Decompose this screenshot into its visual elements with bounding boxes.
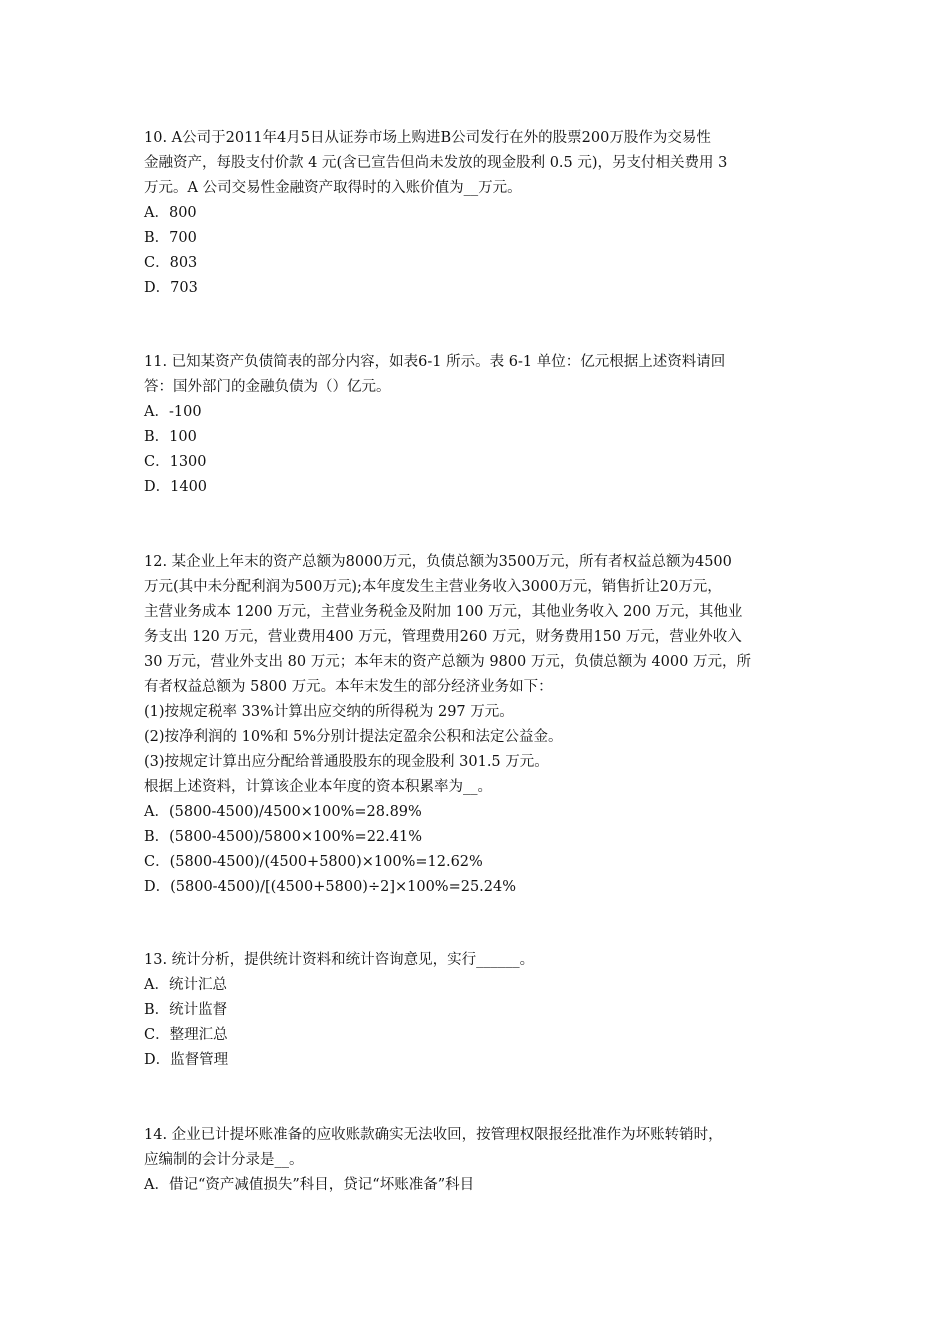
question-13 <box>144 948 812 1073</box>
option-c: C．1300 <box>144 454 207 470</box>
option-a: A．借记“资产减值损失”科目，贷记“坏账准备”科目 <box>144 1177 475 1193</box>
stem-line: 万元。A 公司交易性金融资产取得时的入账价值为__万元。 <box>144 180 522 196</box>
question-10 <box>144 126 812 301</box>
option-b: B．700 <box>144 230 197 246</box>
question-stem <box>144 948 812 973</box>
stem-line: 应编制的会计分录是__。 <box>144 1152 304 1168</box>
option-b: B．统计监督 <box>144 1002 228 1018</box>
option-d: D．监督管理 <box>144 1052 229 1068</box>
stem-line: 10. A公司于2011年4月5日从证券市场上购进B公司发行在外的股票200万股作为交易性 <box>144 130 711 146</box>
option-b: B．100 <box>144 429 197 445</box>
stem-line: 根据上述资料，计算该企业本年度的资本积累率为__。 <box>144 779 492 795</box>
stem-line: (3)按规定计算出应分配给普通股股东的现金股利 301.5 万元。 <box>144 754 549 770</box>
question-11 <box>144 350 812 500</box>
question-stem <box>144 1123 812 1173</box>
stem-line: 万元(其中未分配利润为500万元);本年度发生主营业务收入3000万元，销售折让20万元， <box>144 579 722 595</box>
stem-line: 12. 某企业上年末的资产总额为8000万元，负债总额为3500万元，所有者权益总额为4500 <box>144 554 732 570</box>
option-d: D．1400 <box>144 479 208 495</box>
stem-line: 务支出 120 万元，营业费用400 万元，管理费用260 万元，财务费用150 万元，营业外收入 <box>144 629 742 645</box>
stem-line: 金融资产，每股支付价款 4 元(含已宣告但尚未发放的现金股利 0.5 元)，另支付相关费用 3 <box>144 155 728 171</box>
question-14 <box>144 1123 812 1198</box>
option-a: A．800 <box>144 205 197 221</box>
option-a: A．-100 <box>144 404 202 420</box>
option-b: B．(5800-4500)/5800×100%=22.41% <box>144 829 422 845</box>
question-stem <box>144 550 812 800</box>
option-a: A．(5800-4500)/4500×100%=28.89% <box>144 804 422 820</box>
question-12 <box>144 550 812 900</box>
stem-line: (2)按净利润的 10%和 5%分别计提法定盈余公积和法定公益金。 <box>144 729 563 745</box>
question-stem <box>144 350 812 400</box>
option-d: D．703 <box>144 280 198 296</box>
stem-line: 有者权益总额为 5800 万元。本年末发生的部分经济业务如下： <box>144 679 553 695</box>
option-d: D．(5800-4500)/[(4500+5800)÷2]×100%=25.24% <box>144 879 517 895</box>
option-c: C．803 <box>144 255 198 271</box>
question-stem <box>144 126 812 201</box>
stem-line: 14. 企业已计提坏账准备的应收账款确实无法收回，按管理权限报经批准作为坏账转销时， <box>144 1127 723 1143</box>
option-c: C．(5800-4500)/(4500+5800)×100%=12.62% <box>144 854 483 870</box>
stem-line: 30 万元，营业外支出 80 万元；本年末的资产总额为 9800 万元，负债总额为 4000 万元，所 <box>144 654 751 670</box>
stem-line: 主营业务成本 1200 万元，主营业务税金及附加 100 万元，其他业务收入 200 万元，其他业 <box>144 604 743 620</box>
stem-line: 答：国外部门的金融负债为（）亿元。 <box>144 379 391 395</box>
option-a: A．统计汇总 <box>144 977 227 993</box>
stem-line: 13. 统计分析，提供统计资料和统计咨询意见，实行______。 <box>144 952 535 968</box>
stem-line: (1)按规定税率 33%计算出应交纳的所得税为 297 万元。 <box>144 704 514 720</box>
stem-line: 11. 已知某资产负债简表的部分内容，如表6-1 所示。表 6-1 单位：亿元根据上述资料请回 <box>144 354 726 370</box>
option-c: C．整理汇总 <box>144 1027 228 1043</box>
